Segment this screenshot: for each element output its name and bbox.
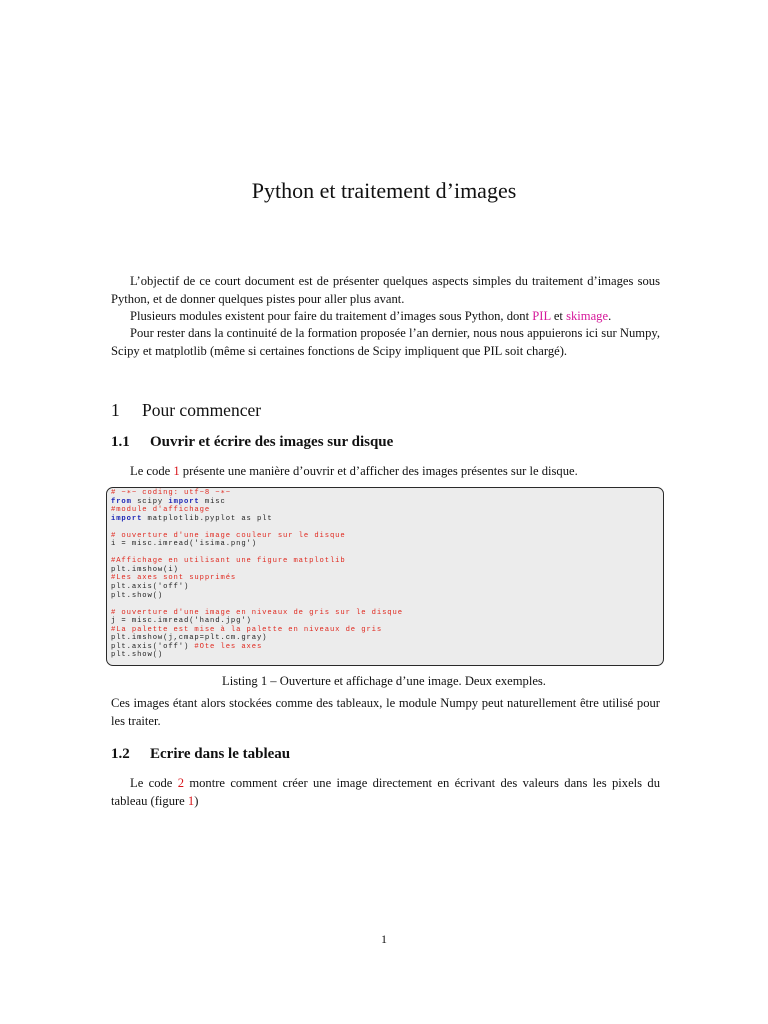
code-line (111, 489, 403, 498)
code-line (111, 634, 403, 643)
code-line (111, 532, 403, 541)
document-title: Python et traitement d’images (251, 178, 517, 203)
code-comment: # ouverture d'une image en niveaux de gris sur le disque (111, 608, 403, 617)
code-comment: # −∗− coding: utf−8 −∗− (111, 489, 231, 497)
code-line (111, 651, 403, 660)
section-1-1-title: Ouvrir et écrire des images sur disque (150, 434, 394, 450)
intro-paragraph-2 (111, 308, 660, 326)
code-text: plt.imshow(j,cmap=plt.cm.gray) (111, 634, 268, 643)
code-comment: #Affichage en utilisant une figure matplotlib (111, 557, 346, 566)
code-line (111, 609, 403, 618)
code-text: plt.show() (111, 651, 164, 660)
intro-paragraph-2-end: . (608, 309, 612, 323)
code-line (111, 643, 403, 652)
code-comment: #La palette est mise à la palette en niveaux de gris (111, 625, 383, 634)
code-text: plt.show() (111, 591, 164, 600)
section-1-number: 1 (111, 400, 120, 420)
code-line (111, 498, 403, 507)
code-line (111, 549, 403, 558)
section-1-1-heading (111, 434, 393, 451)
code-line (111, 557, 403, 566)
section-1-2-text: Le code (130, 776, 178, 790)
code-text: i = misc.imread('isima.png') (111, 540, 257, 549)
section-1-heading (111, 400, 261, 421)
code-line (111, 506, 403, 515)
code-text: j = misc.imread('hand.jpg') (111, 617, 252, 626)
code-line (111, 523, 403, 532)
pil-link[interactable]: PIL (532, 309, 551, 323)
code-comment: #Ote les axes (194, 642, 263, 651)
code-text: scipy (131, 497, 169, 506)
code-line (111, 574, 403, 583)
code-line (111, 540, 403, 549)
skimage-link[interactable]: skimage (566, 309, 609, 323)
section-1-2-text-middle: montre comment créer une image directement en écrivant des valeurs dans les pixels du tableau (figure (111, 776, 661, 808)
code-listing (111, 489, 403, 660)
listing-caption: Listing 1 – Ouverture et affichage d’une image. Deux exemples. (222, 674, 546, 688)
section-1-1-text: Le code (130, 464, 174, 478)
intro-paragraph-2-joiner: et (550, 309, 567, 323)
code-text: misc (199, 497, 226, 506)
code-comment: #module d'affichage (111, 506, 211, 515)
code-text: plt.axis('off') (111, 642, 195, 651)
section-1-1-number: 1.1 (111, 434, 130, 450)
code-comment: # ouverture d'une image couleur sur le disque (111, 531, 346, 540)
section-1-2-heading (111, 746, 290, 763)
code-line (111, 617, 403, 626)
listing-2-ref[interactable]: 2 (177, 776, 185, 790)
code-line (111, 592, 403, 601)
code-line (111, 600, 403, 609)
code-text: plt.axis('off') (111, 583, 190, 592)
listing-1-ref[interactable]: 1 (173, 464, 180, 478)
section-1-title: Pour commencer (142, 400, 262, 420)
code-line (111, 515, 403, 524)
code-keyword: import (111, 514, 143, 523)
section-1-1-paragraph (111, 463, 660, 481)
code-keyword: from (111, 497, 132, 506)
section-1-2-paragraph (111, 775, 660, 810)
code-line (111, 566, 403, 575)
code-comment: #Les axes sont supprimés (111, 574, 237, 583)
section-1-2-title: Ecrire dans le tableau (150, 746, 291, 762)
figure-1-ref[interactable]: 1 (187, 793, 195, 808)
section-1-1-text-end: présente une manière d’ouvrir et d’afficher des images présentes sur le disque. (179, 464, 578, 478)
section-1-2-number: 1.2 (111, 746, 130, 762)
code-text: plt.imshow(i) (111, 565, 179, 574)
code-line (111, 583, 403, 592)
after-listing-paragraph: Ces images étant alors stockées comme des tableaux, le module Numpy peut naturellement être utilisé pour les traiter. (111, 696, 660, 728)
page-number: 1 (381, 932, 387, 946)
intro-paragraph-1: L’objectif de ce court document est de présenter quelques aspects simples du traitement d’images sous Python, et de donner quelques pistes pour aller plus avant. (111, 274, 660, 306)
intro-paragraph-2-text: Plusieurs modules existent pour faire du traitement d’images sous Python, dont (130, 309, 533, 323)
section-1-2-text-end: ) (194, 793, 199, 808)
code-line (111, 626, 403, 635)
intro-paragraph-3: Pour rester dans la continuité de la formation proposée l’an dernier, nous nous appuierons ici sur Numpy, Scipy et matplotlib (même si certaines fonctions de Scipy impliquent que PIL soit chargé). (111, 326, 660, 358)
code-text: matplotlib.pyplot as plt (142, 514, 273, 523)
code-keyword: import (168, 497, 200, 506)
